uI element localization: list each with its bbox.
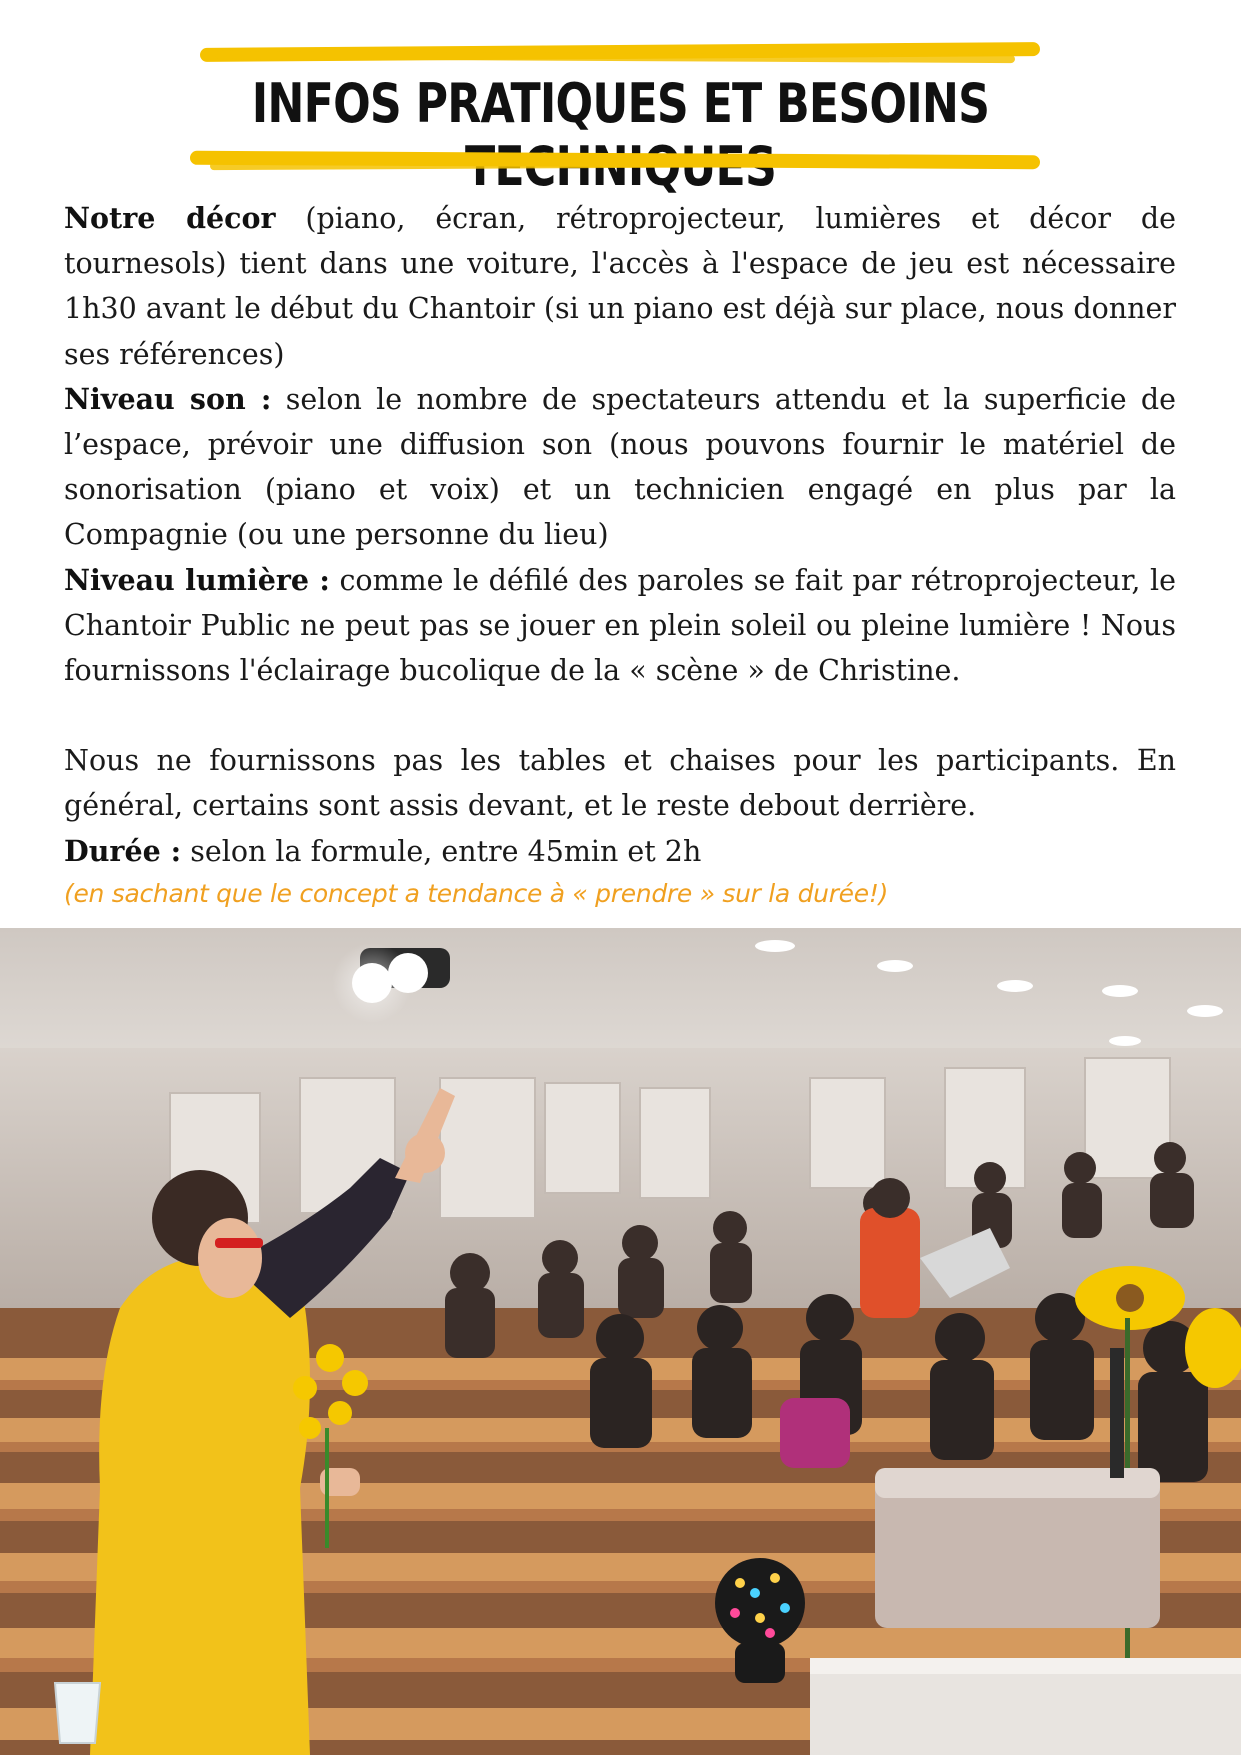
duree-text: selon la formule, entre 45min et 2h — [181, 834, 702, 868]
title-block — [0, 0, 1241, 190]
duree-label: Durée : — [64, 833, 182, 868]
cup — [55, 1683, 100, 1743]
duree-note: (en sachant que le concept a tendance à « prendre » sur la durée!) — [64, 878, 889, 908]
performance-photo — [0, 928, 1241, 1755]
lumiere-text: comme le défilé des paroles se fait par rétroprojecteur, le Chantoir Public ne peut pas se jouer en plein soleil ou pleine lumière ! Nous fournissons l'éclairage bucolique de la « scène » de Christine. — [64, 563, 1176, 688]
lecture-hall-illustration — [0, 928, 1241, 1755]
son-label: Niveau son : — [64, 381, 272, 416]
decor-label: Notre décor — [64, 201, 276, 235]
paragraph-spacer — [64, 693, 1176, 738]
lumiere-paragraph — [64, 558, 1176, 694]
duree-paragraph — [64, 829, 1176, 874]
son-paragraph — [64, 377, 1176, 558]
info-text — [64, 196, 1176, 914]
page-title: INFOS PRATIQUES ET BESOINS — [251, 72, 990, 135]
tables-paragraph: Nous ne fournissons pas les tables et chaises pour les participants. En général, certains sont assis devant, et le reste debout derrière. — [64, 744, 1176, 823]
son-text: selon le nombre de spectateurs attendu et la superficie de l’espace, prévoir une diffusion son (nous pouvons fournir le matériel de sonorisation (piano et voix) et un technicien engagé en plus par la Compagnie (ou une personne du lieu) — [64, 382, 1176, 552]
decor-text: (piano, écran, rétroprojecteur, lumières et décor de tournesols) tient dans une voiture, l'accès à l'espace de jeu est nécessaire 1h30 avant le début du Chantoir (si un piano est déjà sur place, nous donner ses références) — [64, 202, 1176, 371]
decor-paragraph — [64, 196, 1176, 377]
lumiere-label: Niveau lumière : — [64, 562, 330, 597]
